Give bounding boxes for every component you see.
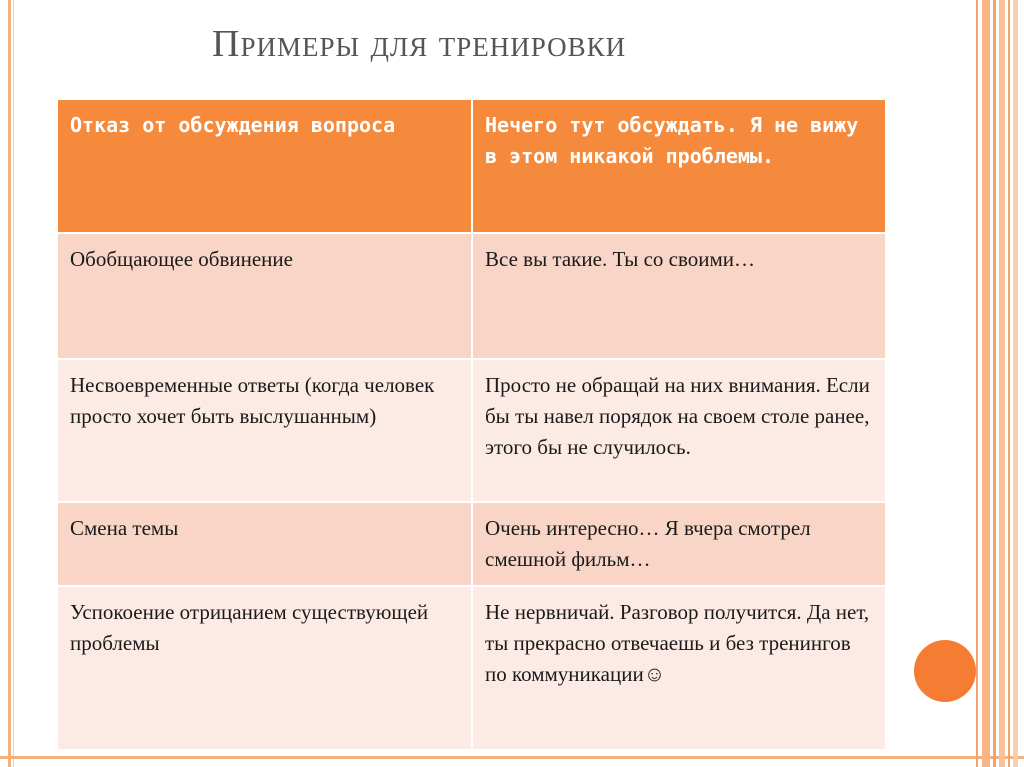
right-stripe bbox=[999, 0, 1005, 767]
right-stripe bbox=[1013, 0, 1018, 767]
frame-left-line bbox=[8, 0, 11, 767]
slide-title: Примеры для тренировки bbox=[212, 23, 627, 65]
table-row bbox=[58, 502, 886, 586]
table-row bbox=[58, 586, 886, 750]
table-cell-example: Просто не обращай на них внимания. Если бы ты навел порядок на своем столе ранее, этого бы не случилось. bbox=[472, 359, 886, 502]
examples-table bbox=[58, 100, 887, 751]
frame-bottom-line bbox=[0, 756, 1024, 759]
table-cell-example: Все вы такие. Ты со своими… bbox=[472, 233, 886, 359]
table-header-row bbox=[58, 100, 886, 233]
right-stripe bbox=[982, 0, 990, 767]
table-cell-label: Успокоение отрицанием существующей проблемы bbox=[58, 586, 472, 750]
table-header-left: Отказ от обсуждения вопроса bbox=[58, 100, 472, 233]
right-stripe bbox=[993, 0, 996, 767]
table-row bbox=[58, 359, 886, 502]
table-cell-example: Очень интересно… Я вчера смотрел смешной фильм… bbox=[472, 502, 886, 586]
table-cell-label: Смена темы bbox=[58, 502, 472, 586]
table-row bbox=[58, 233, 886, 359]
table-cell-example: Не нервничай. Разговор получится. Да нет, ты прекрасно отвечаешь и без тренингов по коммуникации☺ bbox=[472, 586, 886, 750]
table-header-right: Нечего тут обсуждать. Я не вижу в этом никакой проблемы. bbox=[472, 100, 886, 233]
right-stripe bbox=[1008, 0, 1010, 767]
right-stripe bbox=[976, 0, 978, 767]
frame-left-thin-line bbox=[13, 0, 14, 767]
decorative-circle-icon bbox=[914, 640, 976, 702]
table-cell-label: Несвоевременные ответы (когда человек просто хочет быть выслушанным) bbox=[58, 359, 472, 502]
table-cell-label: Обобщающее обвинение bbox=[58, 233, 472, 359]
